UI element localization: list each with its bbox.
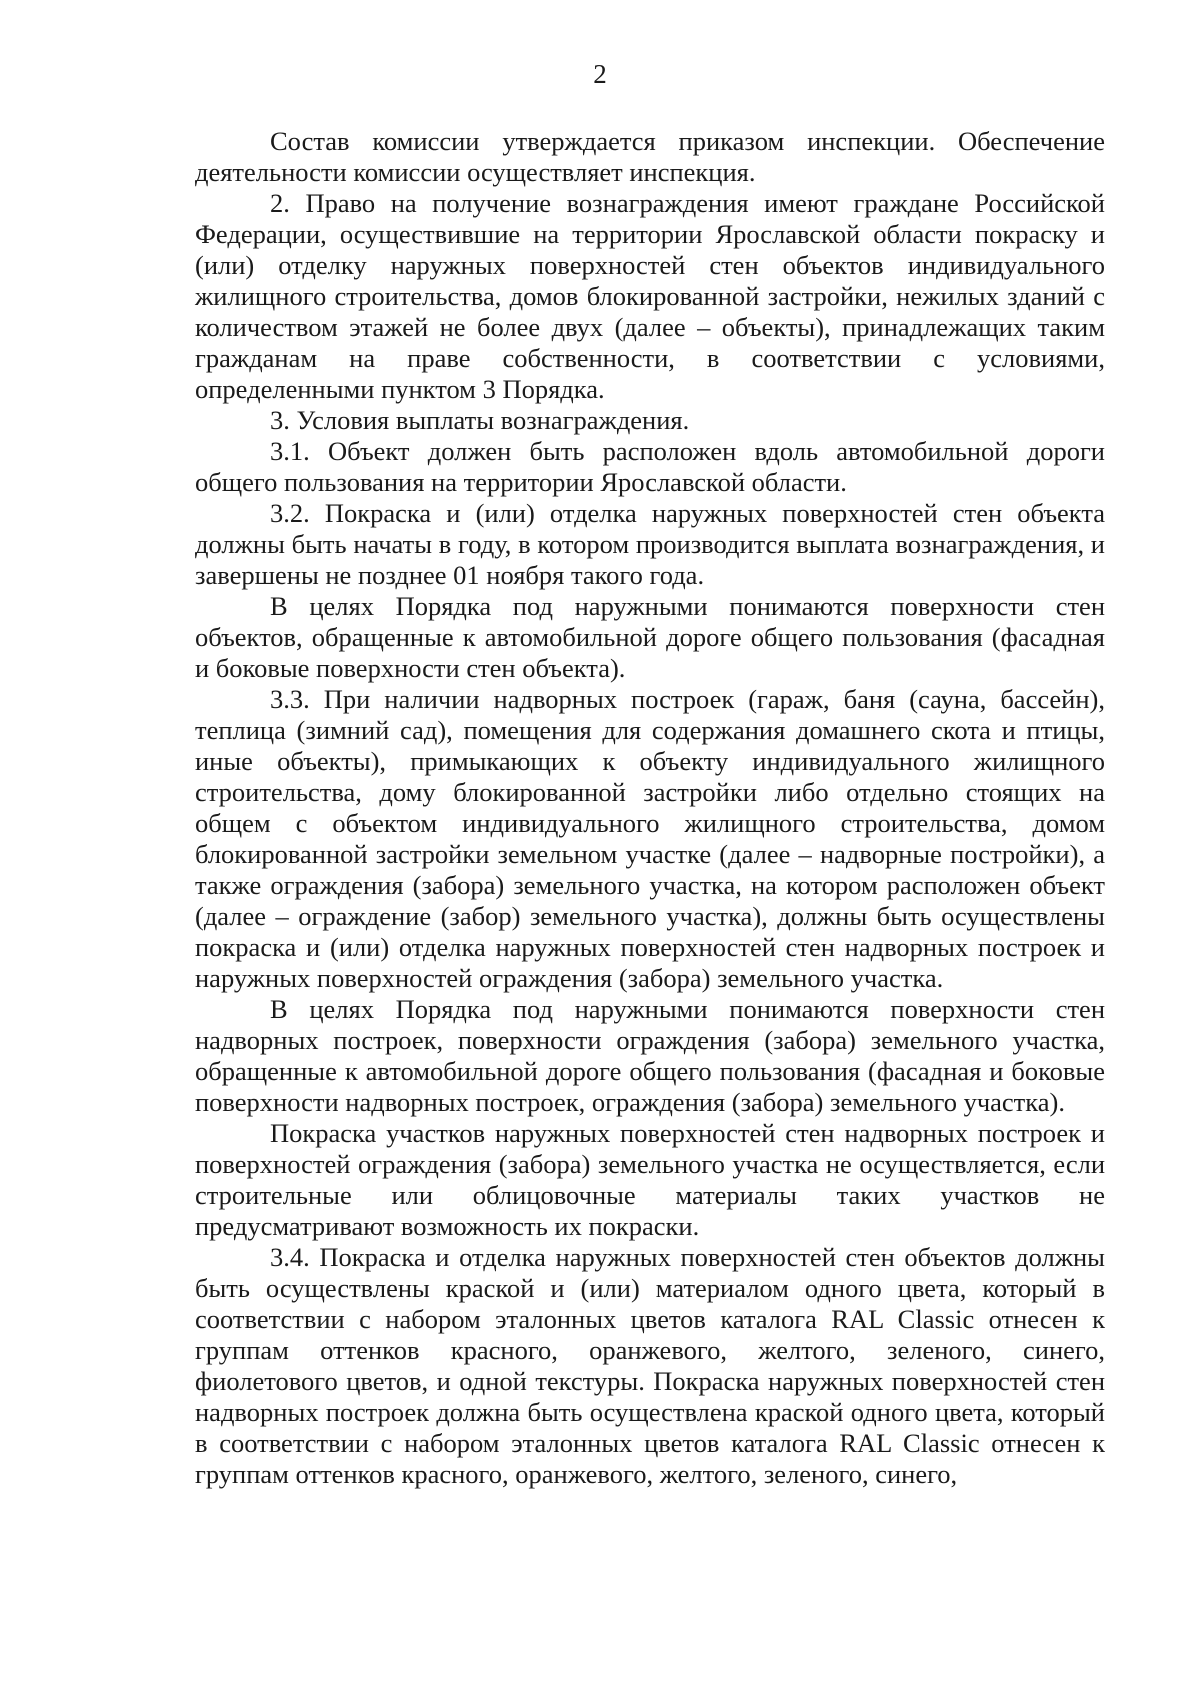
paragraph-item-3-4-colors: 3.4. Покраска и отделка наружных поверхностей стен объектов должны быть осуществлены краской и (или) материалом одного цвета, который в соответствии с набором эталонных цветов каталога RAL Classic отнесен к группам оттенков красного, оранжевого, желтого, зеленого, синего, фиолетового цветов, и одной текстуры. Покраска наружных поверхностей стен надворных построек должна быть осуществлена краской одного цвета, который в соответствии с набором эталонных цветов каталога RAL Classic отнесен к группам оттенков красного, оранжевого, желтого, зеленого, синего, <box>195 1242 1105 1489</box>
paragraph-painting-exceptions: Покраска участков наружных поверхностей стен надворных построек и поверхностей ограждения (забора) земельного участка не осуществляется, если строительные или облицовочные материалы таких участков не предусматривают возможность их покраски. <box>195 1118 1105 1241</box>
page-number: 2 <box>593 59 607 89</box>
paragraph-item-2-right-to-reward: 2. Право на получение вознаграждения имеют граждане Российской Федерации, осуществившие на территории Ярославской области покраску и (или) отделку наружных поверхностей стен объектов индивидуального жилищного строительства, домов блокированной застройки, нежилых зданий с количеством этажей не более двух (далее – объекты), принадлежащих таким гражданам на праве собственности, в соответствии с условиями, определенными пунктом 3 Порядка. <box>195 188 1105 404</box>
document-body <box>195 126 1105 1490</box>
paragraph-commission-composition: Состав комиссии утверждается приказом инспекции. Обеспечение деятельности комиссии осуществляет инспекция. <box>195 126 1105 187</box>
paragraph-item-3-1-object-location: 3.1. Объект должен быть расположен вдоль автомобильной дороги общего пользования на территории Ярославской области. <box>195 436 1105 497</box>
paragraph-item-3-3-outbuildings: 3.3. При наличии надворных построек (гараж, баня (сауна, бассейн), теплица (зимний сад), помещения для содержания домашнего скота и птицы, иные объекты), примыкающих к объекту индивидуального жилищного строительства, дому блокированной застройки либо отдельно стоящих на общем с объектом индивидуального жилищного строительства, домом блокированной застройки земельном участке (далее – надворные постройки), а также ограждения (забора) земельного участка, на котором расположен объект (далее – ограждение (забор) земельного участка), должны быть осуществлены покраска и (или) отделка наружных поверхностей стен надворных построек и наружных поверхностей ограждения (забора) земельного участка. <box>195 684 1105 993</box>
paragraph-item-3-payment-conditions: 3. Условия выплаты вознаграждения. <box>270 405 690 435</box>
paragraph-outer-surfaces-definition: В целях Порядка под наружными понимаются поверхности стен объектов, обращенные к автомобильной дороге общего пользования (фасадная и боковые поверхности стен объекта). <box>195 591 1105 683</box>
paragraph-outbuilding-surfaces-definition: В целях Порядка под наружными понимаются поверхности стен надворных построек, поверхности ограждения (забора) земельного участка, обращенные к автомобильной дороге общего пользования (фасадная и боковые поверхности надворных построек, ограждения (забора) земельного участка). <box>195 994 1105 1117</box>
paragraph-item-3-2-painting-dates: 3.2. Покраска и (или) отделка наружных поверхностей стен объекта должны быть начаты в году, в котором производится выплата вознаграждения, и завершены не позднее 01 ноября такого года. <box>195 498 1105 590</box>
